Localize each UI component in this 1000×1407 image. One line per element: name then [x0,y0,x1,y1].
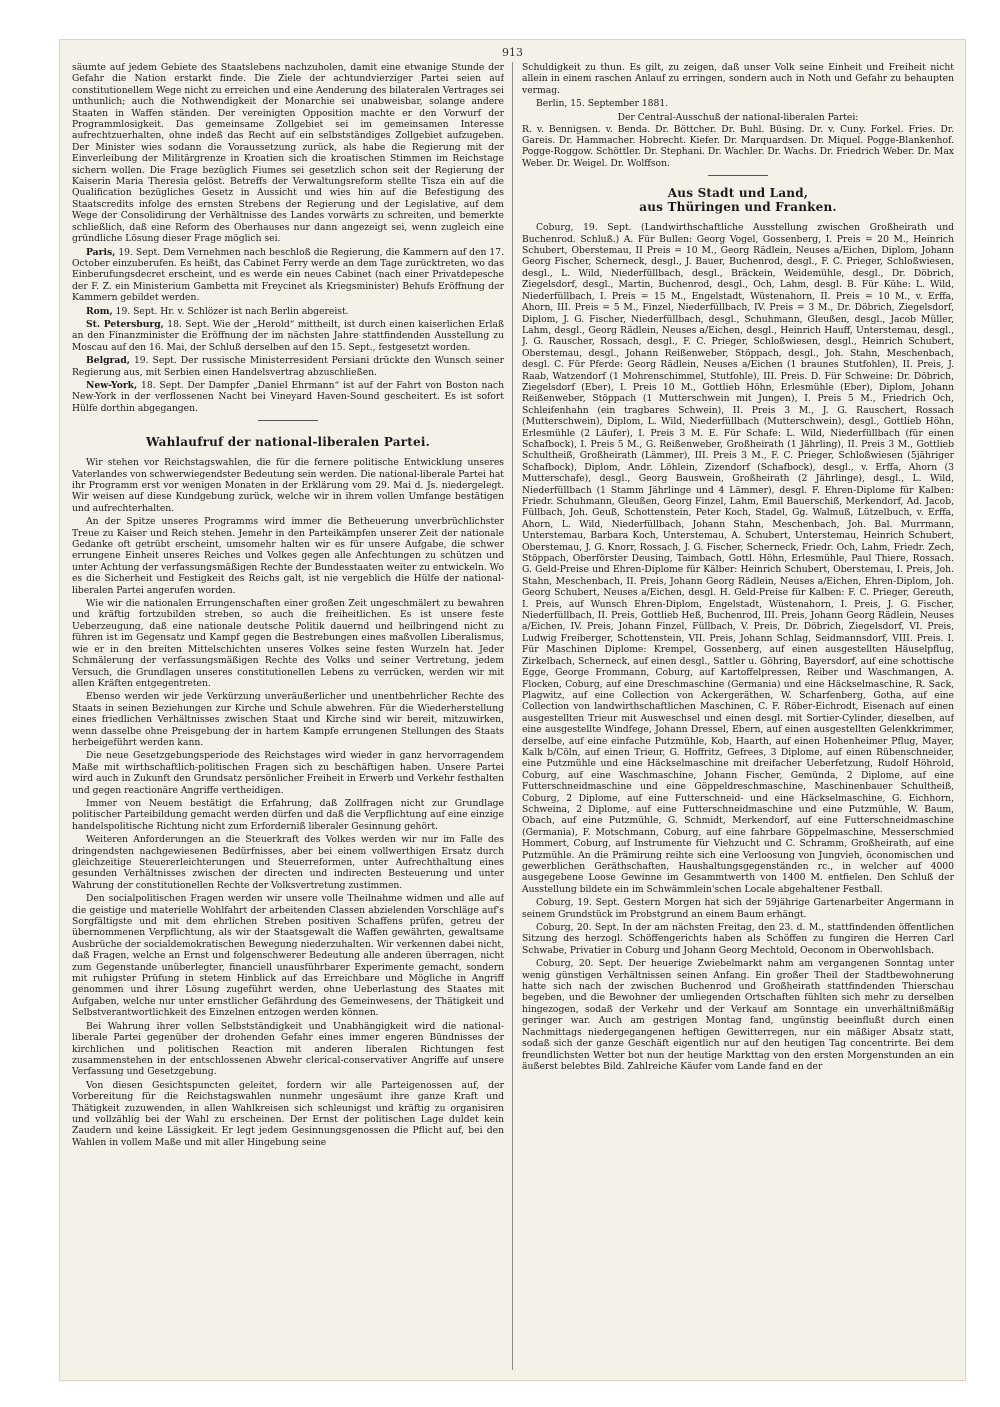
news-text: 19. Sept. Dem Vernehmen nach beschloß die Regierung, die Kammern auf den 17. October einzuberufen. Es heißt, das Cabinet Ferry werde an dem Tage zurücktreten, wo das Einberufungsdecret erscheint, und es werde ein neues Cabinet (nach einer Privatdepesche der F. Z. ein Ministerium Gambetta mit Freycinet als Kriegsminister) Behufs Eröffnung der Kammern gebildet werden. [72,246,504,304]
committee-title: Der Central-Ausschuß der national-liberalen Partei: [617,111,859,123]
regional-paragraph: Coburg, 20. Sept. In der am nächsten Freitag, den 23. d. M., stattfindenden öffentlichen Sitzung des herzogl. Schöffengerichts haben als Schöffen zu fungiren die Herren Carl Schwabe, Privatier in Coburg und Johann Georg Mechtold, Oeconom in Oberwohlsbach. [522,922,954,956]
right-column [522,62,954,1372]
news-place: New-York, [86,379,138,391]
minister-speech-continuation: säumte auf jedem Gebiete des Staatslebens nachzuholen, damit eine etwanige Stunde der Gefahr die Nation erstarkt finde. Die Ziele der achtundvierziger Partei seien auf constitutionellem Wege nicht zu erreichen und eine Aenderung des bilateralen Vertrages sei unthunlich; auch die Nothwendigkeit der Monarchie sei unabweisbar, solange andere Staaten in Waffen ständen. Der vereinigten Opposition machte er den Vorwurf der Programmlosigkeit. Das gemeinsame Zollgebiet sei im gemeinsamen Interesse aufrechtzuerhalten, ohne indeß das Recht auf ein selbstständiges Zollgebiet aufzugeben. Der Minister wies sodann die Voraussetzung zurück, als habe die Regierung mit der Einverleibung der Militärgrenze in Kroatien sich die kroatischen Stimmen im Reichstage sichern wollen. Die Frage bezüglich Fiumes sei gesetzlich schon seit der Regierung der Kaiserin Maria Theresia gelöst. Betreffs der Verwaltungsreform stellte Tisza ein auf die Qualification bezügliches Gesetz in Aussicht und wies hin auf die Befestigung des Staatscredits infolge des ernsten Strebens der Regierung und der Legislative, auf dem Wege der Consolidirung der Verhältnisse des Landes vorwärts zu schreiten, und bemerkte schließlich, daß eine Reform des Oberhauses nur dann angezeigt sei, wenn zugleich eine gründliche Lösung dieser Frage möglich sei. [72,62,504,245]
column-rule [512,62,513,1370]
appeal-paragraph: Ebenso werden wir jede Verkürzung unveräußerlicher und unentbehrlicher Rechte des Staats in seinen Beziehungen zur Kirche und Schule abwehren. Für die Wiederherstellung eines friedlichen Verhältnisses zwischen Staat und Kirche sind wir bereit, mitzuwirken, wenn dasselbe ohne Preisgebung der in hartem Kampfe errungenen Stellungen des Staats herbeigeführt werden kann. [72,691,504,748]
section-divider [258,420,318,421]
appeal-paragraph: Von diesen Gesichtspuncten geleitet, fordern wir alle Parteigenossen auf, der Vorbereitung für die Reichstagswahlen nunmehr ungesäumt ihre ganze Kraft und Thätigkeit zuzuwenden, in allen Wahlkreisen sich schleunigst und kräftig zu organisiren und vollzählig bei der Wahl zu erscheinen. Der Ernst der politischen Lage duldet kein Zaudern und keine Lässigkeit. Er legt jedem Gesinnungsgenossen die Pflicht auf, bei den Wahlen in vollem Maße und mit aller Hingebung seine [72,1079,504,1148]
appeal-heading: Wahlaufruf der national-liberalen Partei. [146,435,430,450]
appeal-paragraph: Den socialpolitischen Fragen werden wir unsere volle Theilnahme widmen und alle auf die geistige und materielle Wohlfahrt der arbeitenden Classen abzielenden Vorschläge auf's Sorgfältigste und mit dem ehrlichen Streben positiven Schaffens prüfen, getreu der übernommenen Verpflichtung, als wir der Staatsgewalt die Waffen gewährten, gewaltsame Ausbrüche der socialdemokratischen Bewegung niederzuhalten. Wir verkennen dabei nicht, daß Fragen, welche an Ernst und folgenschwerer Bedeutung alle anderen überragen, nicht zum Gegenstande unüberlegter, financiell unausführbarer Experimente gemacht, sondern mit ruhigster Prüfung in stetem Hinblick auf das Erreichbare und Mögliche in Angriff genommen und ihrer Lösung zugeführt werden, ohne Ueberlastung des Staates mit Aufgaben, welche nur unter ernstlicher Gefährdung des Gemeinwesens, der Thätigkeit und Selbstverantwortlichkeit des Einzelnen entzogen werden können. [72,893,504,1019]
appeal-paragraph: An der Spitze unseres Programms wird immer die Betheuerung unverbrüchlichster Treue zu Kaiser und Reich stehen. Jemehr in den Parteikämpfen unserer Zeit der nationale Gedanke oft getrübt erscheint, umsomehr halten wir es für unsere Aufgabe, die schwer errungene Einheit unseres Reiches und Volkes gegen alle Anfechtungen zu schützen und unter Achtung der verfassungsmäßigen Rechte der Bundesstaaten weiter zu entwickeln. Wo es die Sicherheit und Festigkeit des Reichs galt, ist nie vergeblich die Hülfe der national-liberalen Partei angerufen worden. [72,516,504,596]
news-item-new-york [72,380,504,414]
news-text: 19. Sept. Hr. v. Schlözer ist nach Berlin abgereist. [115,305,349,317]
appeal-paragraph: Wir stehen vor Reichstagswahlen, die für die fernere politische Entwicklung unseres Vaterlandes von schwerwiegendster Bedeutung sein werden. Die national-liberale Partei hat ihr Programm erst vor wenigen Monaten in der Erklärung vom 29. Mai d. Js. niedergelegt. Wir weisen auf diese Kundgebung zurück, welche wir in ihrem vollen Umfange bestätigen und aufrechterhalten. [72,457,504,514]
regional-heading-line: aus Thüringen und Franken. [639,200,837,215]
appeal-paragraph: Weiteren Anforderungen an die Steuerkraft des Volkes werden wir nur im Falle des dringendsten nachgewiesenen Bedürfnisses, aber bei einem vollwerthigen Ersatz durch gleichzeitige Steuererleichterungen und Steuerreformen, unter Aufrechthaltung eines gesunden Verhältnisses zwischen der directen und indirecten Besteuerung und unter Wahrung der constitutionellen Rechte der Volksvertretung zustimmen. [72,834,504,891]
regional-paragraph: Coburg, 20. Sept. Der heuerige Zwiebelmarkt nahm am vergangenen Sonntag unter wenig günstigen Verhältnissen seinen Anfang. Ein großer Theil der Stadtbewohnerung hatte sich nach der zwischen Buchenrod und Großheirath stattfindenden Thierschau begeben, und die Bewohner der umliegenden Ortschaften fühlten sich mehr zu derselben hingezogen, sodaß der Verkehr und der Verkauf am Sonntage ein unverhältnißmäßig geringer war. Auch am gestrigen Montag fand, ungünstig beeinflußt durch einen Nachmittags niedergegangenen heftigen Gewitterregen, nur ein mäßiger Absatz statt, sodaß sich der ganze Geschäft eigentlich nur auf den heutigen Tag concentrirte. Bei dem freundlichsten Wetter bot nun der heutige Markttag von den ersten Morgenstunden an ein äußerst belebtes Bild. Zahlreiche Käufer vom Lande fand en der [522,958,954,1072]
appeal-paragraph: Immer von Neuem bestätigt die Erfahrung, daß Zollfragen nicht zur Grundlage politischer Parteibildung gemacht werden dürfen und daß die Verpflichtung auf eine einzige handelspolitische Richtung nicht zum Erforderniß liberaler Gesinnung gehört. [72,797,504,832]
appeal-continuation: Schuldigkeit zu thun. Es gilt, zu zeigen, daß unser Volk seine Einheit und Freiheit nicht allein in einem raschen Anlauf zu erringen, sondern auch in Noth und Gefahr zu behaupten vermag. [522,62,954,96]
news-item-paris [72,247,504,304]
appeal-paragraph: Bei Wahrung ihrer vollen Selbstständigkeit und Unabhängigkeit wird die national-liberale Partei gegenüber der drohenden Gefahr eines immer engeren Bündnisses der kirchlichen und politischen Reaction mit anderen liberalen Richtungen fest zusammenstehen in der entschlossenen Abwehr clerical-conservativer Angriffe auf unsere Verfassung und Gesetzgebung. [72,1020,504,1078]
news-place: Belgrad, [86,355,130,367]
news-text: 19. Sept. Der russische Ministerresident Persiani drückte den Wunsch seiner Regierung aus, mit Serbien einen Handelsvertrag abzuschließen. [72,355,504,378]
news-text: 18. Sept. Der Dampfer „Daniel Ehrmann“ ist auf der Fahrt von Boston nach New-York in der verflossenen Nacht bei Vineyard Haven-Sound gescheitert. Es ist sofort Hülfe dorthin abgegangen. [72,379,504,414]
news-place: Rom, [86,305,113,317]
news-text: 18. Sept. Wie der „Herold“ mittheilt, ist durch einen kaiserlichen Erlaß an den Finanzminister die Eröffnung der im nächsten Jahre stattfindenden Ausstellung zu Moscau auf den 16. Mai, der Schluß derselben auf den 15. Sept., festgesetzt worden. [72,318,504,353]
regional-paragraph: Coburg, 19. Sept. (Landwirthschaftliche Ausstellung zwischen Großheirath und Buchenrod. Schluß.) A. Für Bullen: Georg Vogel, Gossenberg, I. Preis = 20 M., Heinrich Schubert, Oberstemau, II Preis = 10 M., Georg Rädlein, Neuses a/Eichen, Diplom, Johann Georg Fischer, Scherneck, desgl., J. Bauer, Buchenrod, desgl., F. C. Prieger, Schloßwiesen, desgl., L. Wild, Niederfüllbach, desgl., Bräckein, Weidemühle, desgl., Dr. Döbrich, Ziegelsdorf, desgl., Martin, Buchenrod, desgl., Och, Lahm, desgl. B. Für Kühe: L. Wild, Niederfüllbach, I. Preis = 15 M., Engelstadt, Wüstenahorn, II. Preis = 10 M., v. Erffa, Ahorn, III. Preis = 5 M., Finzel, Niederfüllbach, IV. Preis = 3 M., Dr. Döbrich, Ziegelsdorf, Diplom, J. G. Fischer, Niederfüllbach, desgl., Schuhmann, Gleußen, desgl., Jacob Müller, Lahm, desgl., Georg Rädlein, Neuses a/Eichen, desgl., Heinrich Hauff, Unterstemau, desgl., J. G. Rauscher, Rossach, desgl., F. C. Prieger, Schloßwiesen, desgl., Heinrich Schubert, Oberstemau, desgl., Johann Reißenweber, Stöppach, desgl., Joh. Stahn, Meschenbach, desgl. C. Für Pferde: Georg Rädlein, Neuses a/Eichen (1 braunes Stutfohlen), II. Preis, J. Raab, Watzendorf (1 Mohrenschimmel, Stutfohle), III. Preis. D. Für Schweine: Dr. Döbrich, Ziegelsdorf (Eber), I. Preis 10 M., Gottlieb Höhn, Erlesmühle (Eber), Diplom, Johann Reißenweber, Stöppach (1 Mutterschwein mit Jungen), I. Preis 5 M., Friedrich Och, Schleifenhahn (ein tragbares Schwein), II. Preis 3 M., J. G. Rauschert, Rossach (Mutterschwein), Diplom, L. Wild, Niederfüllbach (Mutterschwein), desgl., Gottlieb Höhn, Erlesmühle (2 Läufer), I. Preis 3 M. E. Für Schafe: L. Wild, Niederfüllbach (für einen Schafbock), I. Preis 5 M., G. Reißenweber, Großheirath (1 Jährling), II. Preis 3 M., Gottlieb Schultheiß, Großheirath (Lämmer), III. Preis 3 M., F. C. Prieger, Schloßwiesen (5jähriger Schafbock), Diplom, Andr. Löhlein, Zizendorf (Schafbock), desgl., v. Erffa, Ahorn (3 Mutterschafe), desgl., Georg Bauswein, Großheirath (2 Jährlinge), desgl., L. Wild, Niederfüllbach (1 Stamm Jährlinge und 4 Lämmer), desgl. F. Ehren-Diplome für Kalben: Friedr. Schuhmann, Gleußen, Georg Finzel, Lahm, Emil Bauerschiß, Merkendorf, Ad. Jacob, Füllbach, Joh. Geuß, Schottenstein, Peter Koch, Stadel, Gg. Walmuß, Lützelbuch, v. Erffa, Ahorn, L. Wild, Niederfüllbach, Johann Stahn, Meschenbach, Joh. Bal. Murrmann, Unterstemau, Barbara Koch, Unterstemau, A. Schubert, Unterstemau, Heinrich Schubert, Oberstemau, J. G. Knorr, Rossach, J. G. Fischer, Scherneck, Friedr. Och, Lahm, Friedr. Zech, Stöppach, Oberförster Deusing, Taimbach, Gottl. Höhn, Erlesmühle, Paul Thiere, Rossach. G. Geld-Preise und Ehren-Diplome für Kälber: Heinrich Schubert, Oberstemau, I. Preis, Joh. Stahn, Meschenbach, II. Preis, Johann Georg Rädlein, Neuses a/Eichen, Ehren-Diplom, Joh. Georg Schubert, Neuses a/Eichen, desgl. H. Geld-Preise für Kalben: F. C. Prieger, Gereuth, I. Preis, auf Wunsch Ehren-Diplom, Engelstadt, Wüstenahorn, I. Preis, J. G. Fischer, Niederfüllbach, II. Preis, Gottlieb Heß, Buchenrod, III. Preis, Johann Georg Rädlein, Neuses a/Eichen, IV. Preis, Johann Finzel, Füllbach, V. Preis, Dr. Döbrich, Ziegelsdorf, VI. Preis, Ludwig Freiberger, Schottenstein, VII. Preis, Johann Schlag, Seidmannsdorf, VIII. Preis. I. Für Maschinen Diplome: Krempel, Gossenberg, auf einen ausgestellten Häuselpflug, Zirkelbach, Scherneck, auf einen desgl., Sattler u. Göhring, Bayersdorf, auf eine schottische Egge, George Frommann, Coburg, auf Kartoffelpressen, Reiber und Waschmangen, A. Flocken, Coburg, auf eine Dreschmaschine (Germania) und eine Häckselmaschine, R. Sack, Plagwitz, auf eine Collection von Ackergeräthen, W. Scharfenberg, Gotha, auf eine Collection von landwirthschaftlichen Maschinen, C. F. Röber-Eichrodt, Eisenach auf einen ausgestellten Trieur mit Ausweschsel und einen desgl. mit Sortier-Cylinder, dieselben, auf eine ausgestellte Windfege, Johann Dressel, Ebern, auf einen ausgestellten Gelenkkrimmer, derselbe, auf eine einfache Putzmühle, Kob, Haarth, auf einen Hohenheimer Pflug, Mayer, Kalk b/Cöln, auf einen Trieur, G. Hoffritz, Gefrees, 3 Diplome, auf einen Rübenschneider, eine Putzmühle und eine Häckselmaschine mit dreifacher Ueberfetzung, Rudolf Höhrold, Coburg, auf eine Waschmaschine, Johann Fischer, Gemünda, 2 Diplome, auf eine Futterschneidmaschine und eine Göppeldreschmaschine, Maschinenbauer Schultheiß, Coburg, 2 Diplome, auf eine Futterschneid- und eine Häckselmaschine, G. Eichhorn, Schweina, 2 Diplome, auf eine Futterschneidmaschine und eine Putzmühle, W. Baum, Obach, auf eine Putzmühle, G. Schmidt, Merkendorf, auf eine Futterschneidmaschine (Germania), F. Motschmann, Coburg, auf eine fahrbare Göppelmaschine, Messerschmied Hommert, Coburg, auf Instrumente für Viehzucht und C. Schramm, Großheirath, auf eine Putzmühle. An die Prämirung reihte sich eine Verloosung von Jungvieh, öconomischen und gewerblichen Geräthschaften, Haushaltungsgegenständen rc., in welcher auf 4000 ausgegebene Loose Gewinne im Gesammtwerth von 1400 M. entfielen. Den Schluß der Ausstellung bildete ein im Schwämmlein'schen Locale abgehaltener Festball. [522,222,954,895]
news-place: St. Petersburg, [86,318,164,330]
appeal-paragraph: Die neue Gesetzgebungsperiode des Reichstages wird wieder in ganz hervorragendem Maße mit wirthschaftlich-politischen Fragen sich zu beschäftigen haben. Unsere Partei wird auch in Zukunft den Grundsatz persönlicher Freiheit in Erwerb und Verkehr festhalten und gegen reactionäre Angriffe vertheidigen. [72,750,504,796]
regional-paragraph: Coburg, 19. Sept. Gestern Morgen hat sich der 59jährige Gartenarbeiter Angermann in seinem Grundstück im Probstgrund an einem Baum erhängt. [522,897,954,920]
news-item-belgrad [72,355,504,378]
left-column [72,62,504,1372]
regional-heading [522,186,954,214]
appeal-paragraph: Wie wir die nationalen Errungenschaften einer großen Zeit ungeschmälert zu bewahren und kräftig fortzubilden streben, so auch die freiheitlichen. Es ist unsere feste Ueberzeugung, daß eine nationale deutsche Politik dauernd und heilbringend nicht zu führen ist im Gegensatz und Kampf gegen die Bestrebungen eines maßvollen Liberalismus, wie er in den breiten Mittelschichten unseres Volkes seine festen Wurzeln hat. Jeder Schmälerung der verfassungsmäßigen Rechte des Volks und seiner Vertretung, jedem Versuch, die Grundlagen unseres constitutionellen Lebens zu verrücken, werden wir mit allen Kräften entgegentreten. [72,598,504,689]
page-number: 913 [502,46,523,59]
news-item-rom [72,306,504,317]
news-item-st-petersburg [72,319,504,353]
regional-heading-line: Aus Stadt und Land, [667,186,809,201]
committee-names: R. v. Bennigsen. v. Benda. Dr. Böttcher. Dr. Buhl. Büsing. Dr. v. Cuny. Forkel. Fries. Dr. Gareis. Dr. Hammacher. Hobrecht. Kiefer. Dr. Marquardsen. Dr. Miquel. Pogge-Blankenhof. Pogge-Roggow. Schöttler. Dr. Stephani. Dr. Wachler. Dr. Wachs. Dr. Friedrich Weber. Dr. Max Weber. Dr. Weigel. Dr. Wolffson. [522,123,954,169]
appeal-dateline: Berlin, 15. September 1881. [536,98,669,110]
section-divider [708,175,768,176]
newspaper-page [60,40,965,1380]
news-place: Paris, [86,246,116,258]
